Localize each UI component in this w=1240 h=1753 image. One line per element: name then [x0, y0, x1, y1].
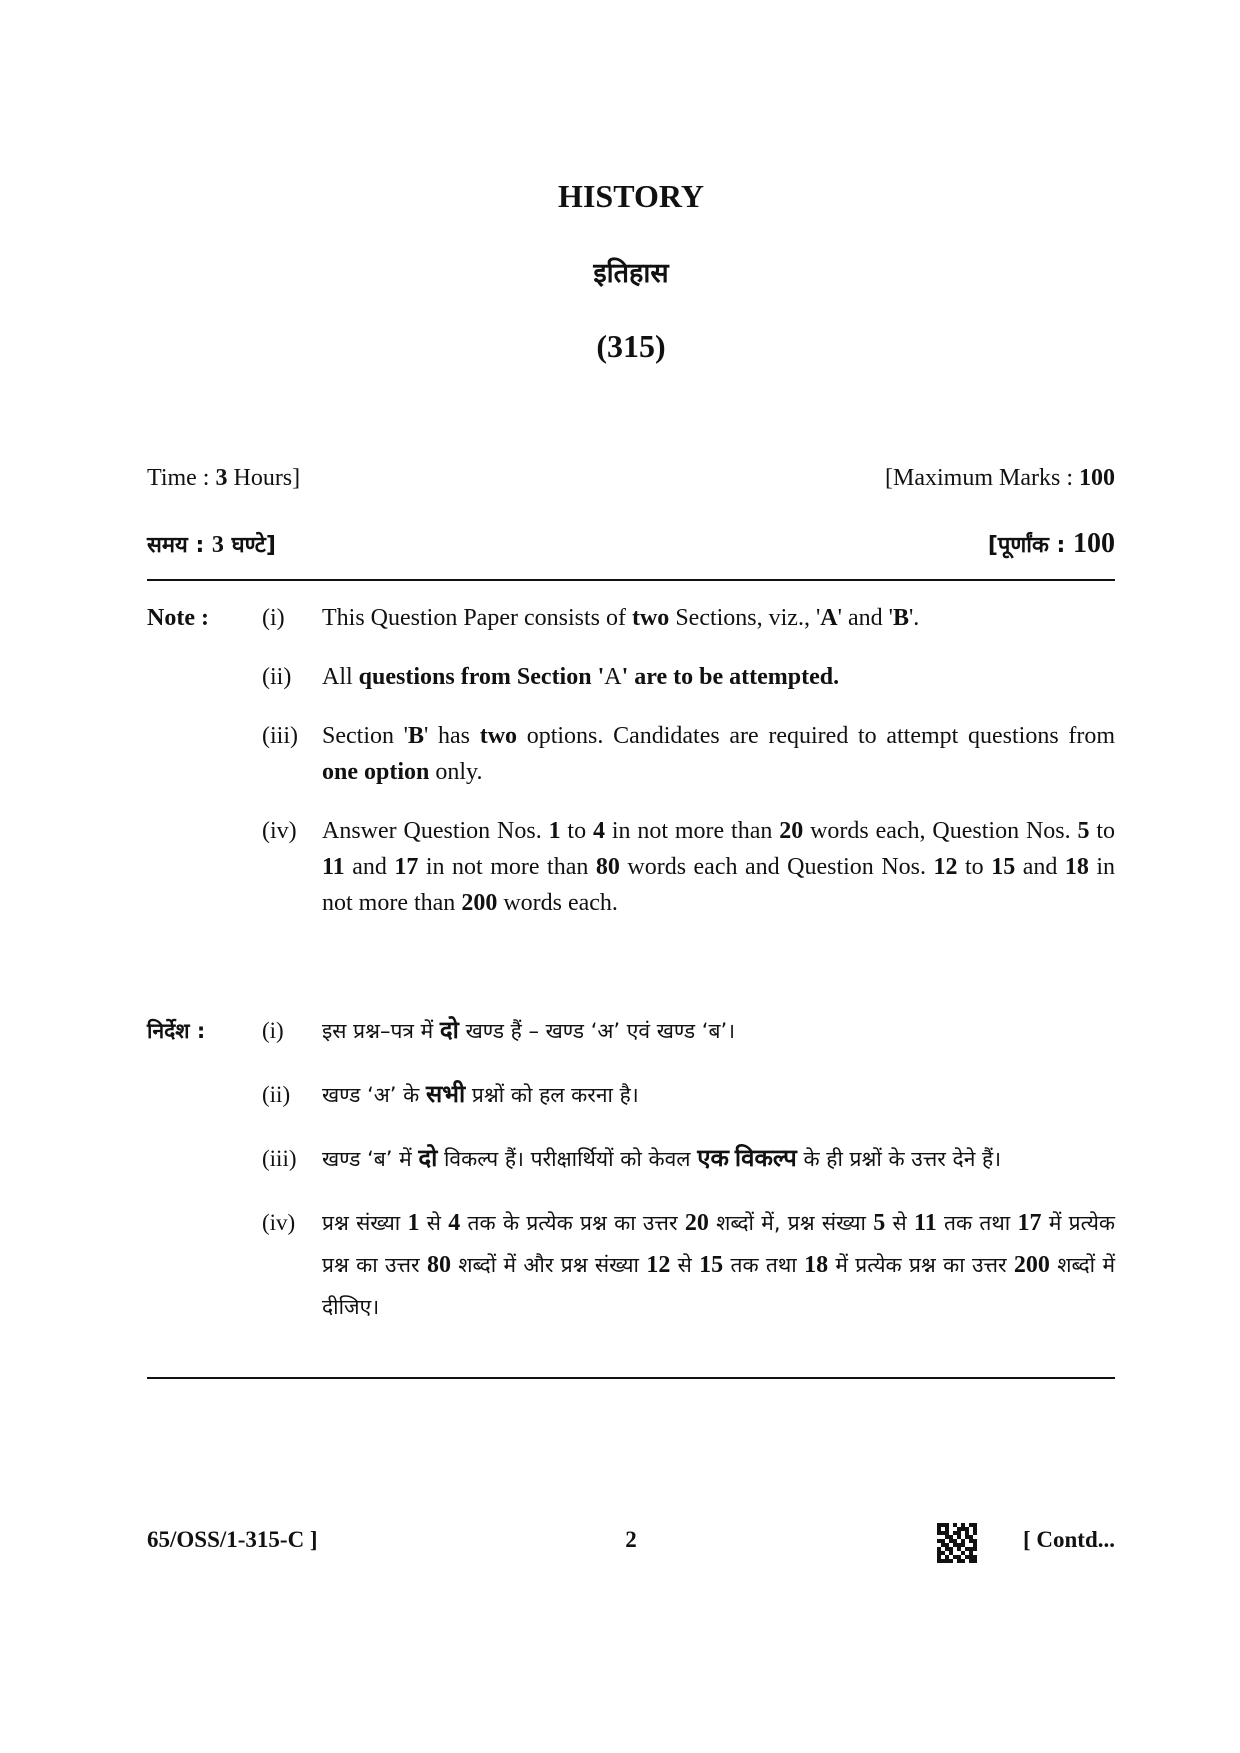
subject-title: HISTORY: [558, 178, 704, 214]
note-segment: के ही प्रश्नों के उत्तर देने हैं।: [796, 1147, 1002, 1171]
notes-heading: Note :: [147, 605, 209, 631]
note-emphasis: two: [479, 723, 518, 749]
note-emphasis: 5: [1077, 818, 1090, 844]
time-hindi: [147, 527, 276, 564]
note-segment: प्रश्नों को हल करना है।: [465, 1083, 639, 1107]
note-segment: This Question Paper consists of: [322, 605, 632, 631]
note-segment: words each.: [497, 890, 618, 916]
divider-top: [147, 579, 1115, 581]
note-number: (iv): [262, 1210, 296, 1235]
marks-label-hindi: [पूर्णांक :: [987, 533, 1073, 558]
note-emphasis: 18: [1064, 854, 1089, 880]
note-emphasis: 12: [933, 854, 958, 880]
note-emphasis: B: [892, 605, 909, 631]
note-segment: options. Candidates are required to attempt questions from: [517, 723, 1115, 749]
note-emphasis: 20: [779, 818, 804, 844]
note-number: (iii): [262, 1146, 297, 1171]
note-text: [322, 1010, 1115, 1052]
note-number: (iv): [262, 818, 297, 844]
note-segment: Section ': [322, 723, 408, 749]
note-segment: ' and ': [837, 605, 893, 631]
note-segment: words each, Question Nos.: [803, 818, 1078, 844]
note-segment: and: [1015, 854, 1065, 880]
note-segment: words each and Question Nos.: [619, 854, 934, 880]
note-emphasis: 1: [407, 1210, 420, 1236]
note-item: [262, 659, 1115, 695]
subject-title-hindi: इतिहास: [593, 258, 669, 289]
note-emphasis: 1: [548, 818, 561, 844]
note-item: [262, 1010, 1115, 1052]
subject-code: (315): [596, 328, 666, 364]
note-segment: to: [560, 818, 593, 844]
marks-english: [885, 462, 1115, 494]
note-text: [322, 718, 1115, 790]
note-segment: शब्दों में, प्रश्न संख्या: [708, 1211, 874, 1235]
note-item: [262, 1074, 1115, 1116]
note-segment: to: [957, 854, 992, 880]
note-item: [262, 600, 1115, 636]
note-segment: A: [604, 664, 622, 690]
time-label: Time :: [147, 465, 216, 491]
note-text: [322, 600, 1115, 636]
note-emphasis: 4: [448, 1210, 461, 1236]
note-number: (iii): [262, 723, 298, 749]
page-number: 2: [625, 1527, 637, 1552]
note-segment: in not more than: [418, 854, 596, 880]
note-segment: ' has: [424, 723, 480, 749]
note-emphasis: two: [631, 605, 670, 631]
note-emphasis: 15: [991, 854, 1016, 880]
notes-heading-hindi: निर्देश :: [147, 1019, 206, 1043]
note-emphasis: 200: [461, 890, 498, 916]
note-emphasis: दो: [439, 1018, 459, 1044]
note-segment: तक तथा: [936, 1211, 1018, 1235]
note-emphasis: 200: [1013, 1252, 1050, 1278]
marks-label: [Maximum Marks :: [885, 465, 1079, 491]
note-segment: and: [344, 854, 395, 880]
note-emphasis: एक विकल्प: [697, 1146, 797, 1172]
marks-value: 100: [1079, 465, 1115, 491]
note-emphasis: दो: [418, 1146, 438, 1172]
note-segment: खण्ड ‘अ’ के: [322, 1083, 426, 1107]
note-emphasis: 5: [873, 1210, 886, 1236]
note-segment: तक तथा: [723, 1253, 805, 1277]
note-segment: शब्दों में दीजिए।: [322, 1253, 1115, 1319]
note-number: (i): [262, 605, 285, 631]
note-segment: से: [419, 1211, 449, 1235]
note-text: [322, 1074, 1115, 1116]
note-segment: All: [322, 664, 353, 690]
time-english: [147, 462, 300, 494]
page-footer: [147, 1527, 1115, 1567]
exam-page: [147, 0, 1115, 1753]
note-segment: '.: [908, 605, 920, 631]
note-emphasis: 17: [1017, 1210, 1042, 1236]
note-emphasis: 12: [646, 1252, 671, 1278]
note-emphasis: questions from Section ': [352, 664, 605, 690]
note-emphasis: 11: [914, 1210, 937, 1236]
time-marks-row-hindi: [147, 526, 1115, 564]
note-emphasis: 80: [595, 854, 620, 880]
time-unit-hindi: घण्टे]: [223, 533, 276, 558]
note-segment: in not more than: [604, 818, 780, 844]
divider-bottom: [147, 1377, 1115, 1379]
time-marks-row-english: [147, 462, 1115, 494]
time-value: 3: [215, 465, 228, 491]
notes-hindi: [147, 1010, 1115, 1350]
note-emphasis: 18: [804, 1252, 829, 1278]
qr-code-icon: [937, 1523, 977, 1563]
note-segment: इस प्रश्न–पत्र में: [322, 1019, 440, 1043]
note-emphasis: 20: [684, 1210, 709, 1236]
note-segment: तक के प्रत्येक प्रश्न का उत्तर: [460, 1211, 685, 1235]
note-emphasis: 15: [699, 1252, 724, 1278]
notes-english: [147, 600, 1115, 944]
note-emphasis: 80: [426, 1252, 451, 1278]
note-segment: से: [885, 1211, 915, 1235]
note-item: [262, 1138, 1115, 1180]
paper-code: 65/OSS/1-315-C ]: [147, 1527, 318, 1552]
note-segment: विकल्प हैं। परीक्षार्थियों को केवल: [437, 1147, 698, 1171]
note-segment: में प्रत्येक प्रश्न का उत्तर: [322, 1211, 1116, 1277]
marks-hindi: [988, 526, 1115, 564]
note-segment: खण्ड ‘ब’ में: [322, 1147, 419, 1171]
note-item: [262, 813, 1115, 921]
marks-value-hindi: 100: [1073, 528, 1115, 559]
time-label-hindi: समय :: [147, 533, 212, 558]
note-segment: से: [670, 1253, 700, 1277]
note-emphasis: one option: [322, 759, 430, 785]
note-emphasis: A: [820, 605, 838, 631]
notes-list-hindi: [147, 1010, 1115, 1328]
note-segment: में प्रत्येक प्रश्न का उत्तर: [828, 1253, 1014, 1277]
note-segment: Answer Question Nos.: [322, 818, 549, 844]
note-emphasis: B: [408, 723, 425, 749]
note-item: [262, 1202, 1115, 1328]
note-segment: Sections, viz., ': [669, 605, 821, 631]
note-text: [322, 1138, 1115, 1180]
note-number: (i): [262, 1018, 284, 1043]
note-emphasis: 4: [592, 818, 605, 844]
continued-label: [ Contd...: [1022, 1527, 1115, 1552]
note-emphasis: सभी: [425, 1082, 466, 1108]
note-emphasis: 17: [394, 854, 419, 880]
note-number: (ii): [262, 1082, 291, 1107]
note-item: [262, 718, 1115, 790]
note-text: [322, 1202, 1115, 1328]
note-segment: शब्दों में और प्रश्न संख्या: [450, 1253, 647, 1277]
time-unit: Hours]: [227, 465, 301, 491]
time-value-hindi: 3: [211, 532, 224, 558]
notes-list-english: [147, 600, 1115, 921]
note-segment: खण्ड हैं – खण्ड ‘अ’ एवं खण्ड ‘ब’।: [458, 1019, 736, 1043]
note-text: [322, 659, 1115, 695]
note-number: (ii): [262, 664, 292, 690]
note-segment: only.: [429, 759, 483, 785]
note-text: [322, 813, 1115, 921]
note-segment: in not more than: [322, 854, 1116, 916]
note-emphasis: ' are to be attempted.: [621, 664, 840, 690]
note-emphasis: 11: [322, 854, 345, 880]
note-segment: to: [1089, 818, 1115, 844]
note-segment: प्रश्न संख्या: [322, 1211, 408, 1235]
